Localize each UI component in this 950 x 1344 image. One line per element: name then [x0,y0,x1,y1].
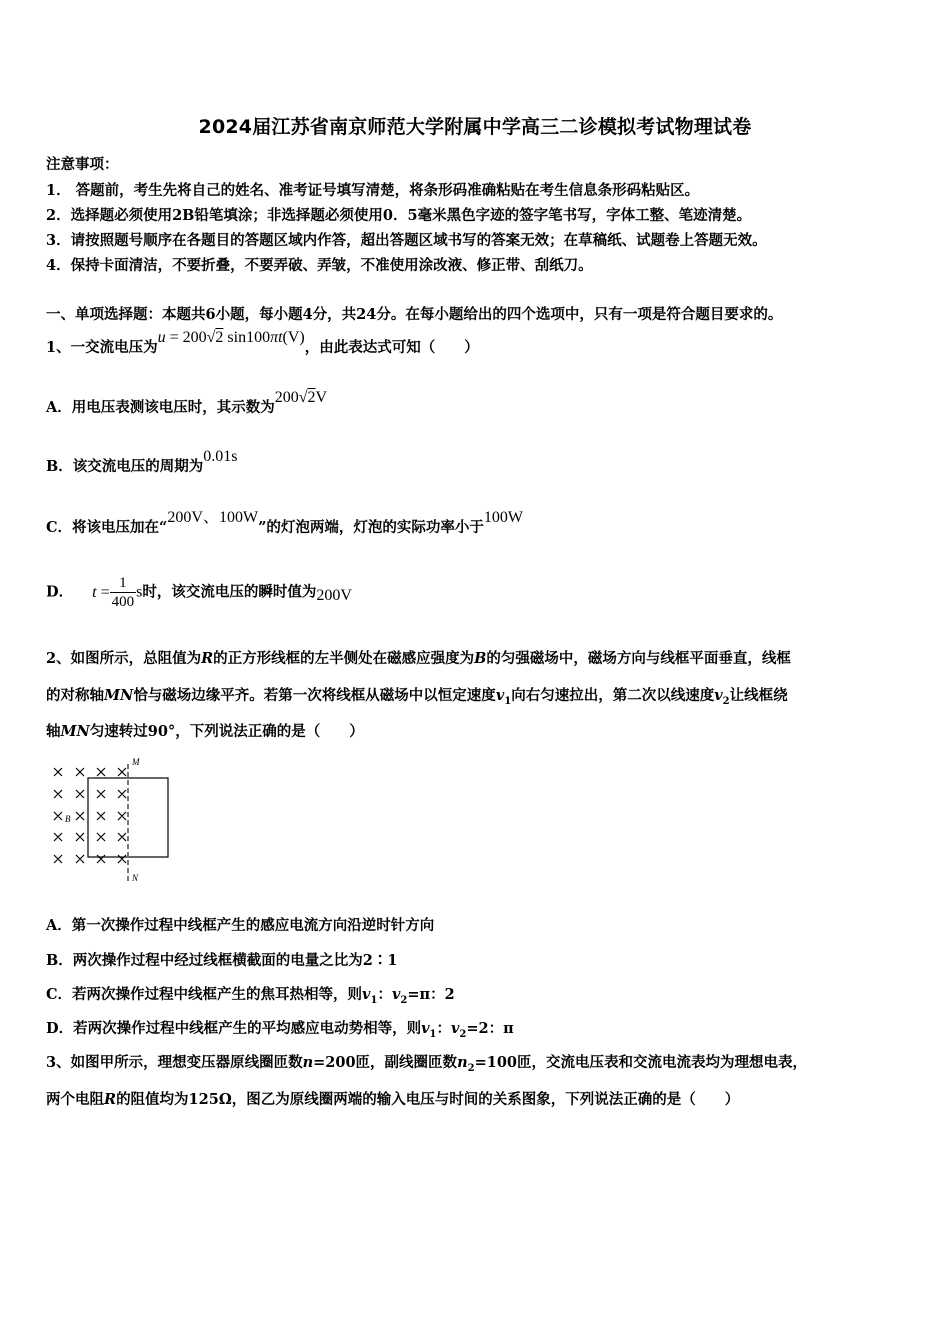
q2-option-d: D．若两次操作过程中线框产生的平均感应电动势相等，则$v_1$：$v_2=2$：π [46,1020,514,1040]
q2-option-c: C．若两次操作过程中线框产生的焦耳热相等，则$v_1$：$v_2=\pi$：2 [46,986,455,1006]
q1-c-value2: 100W [483,509,524,526]
q2-stem-line3: 轴MN匀速转过90°，下列说法正确的是（ ） [46,723,364,740]
q1-d-fraction: $\frac{1}{400}$ [111,575,135,610]
section-heading: 一、单项选择题：本题共6小题，每小题4分，共24分。在每小题给出的四个选项中，只有一项是符合题目要求的。 [46,306,783,323]
q1-option-d: D． t = $\frac{1}{400}$ s时，该交流电压的瞬时值为200V [46,575,352,610]
q2-stem-line2: 的对称轴MN恰与磁场边缘平齐。若第一次将线框从磁场中以恒定速度$v_1$向右匀速拉出，第二次以线速度$v_2$让线框绕 [46,687,788,707]
label-b: B [65,814,71,824]
label-m: M [132,758,140,767]
label-n: N [132,873,139,883]
note-item: 1． 答题前，考生先将自己的姓名、准考证号填写清楚，将条形码准确粘贴在考生信息条形码粘贴区。 [46,182,700,199]
q1-stem [46,329,479,357]
q1-prefix: 1、一交流电压为 [46,339,158,356]
q1-option-b: B．该交流电压的周期为0.01s [46,448,238,475]
q1-b-value: 0.01s [203,448,238,465]
q1-option-a: A．用电压表测该电压时，其示数为200√2V [46,389,328,416]
q2-stem-line1: 2、如图所示，总阻值为R的正方形线框的左半侧处在磁感应强度为B的匀强磁场中，磁场方向与线框平面垂直，线框 [46,650,791,667]
note-item: 4．保持卡面清洁，不要折叠，不要弄破、弄皱，不准使用涂改液、修正带、刮纸刀。 [46,257,593,274]
q2-option-a: A．第一次操作过程中线框产生的感应电流方向沿逆时针方向 [46,917,435,934]
q1-option-c: C．将该电压加在“200V、100W”的灯泡两端，灯泡的实际功率小于100W [46,509,524,536]
q3-stem-line1: 3、如图甲所示，理想变压器原线圈匝数n=200匝，副线圈匝数$n_2=100$匝，交流电压表和交流电流表均为理想电表， [46,1054,807,1074]
note-item: 2．选择题必须使用2B铅笔填涂；非选择题必须使用0．5毫米黑色字迹的签字笔书写，字体工整、笔迹清楚。 [46,207,752,224]
q1-d-value: 200V [316,586,352,604]
q2-option-b: B．两次操作过程中经过线框横截面的电量之比为2∶1 [46,952,398,969]
q1-suffix: ，由此表达式可知（ ） [304,339,479,356]
page-title: 2024届江苏省南京师范大学附属中学高三二诊模拟考试物理试卷 [198,116,752,138]
note-item: 3．请按照题号顺序在各题目的答题区域内作答，超出答题区域书写的答案无效；在草稿纸、试题卷上答题无效。 [46,232,767,249]
q1-c-value1: 200V、100W [167,509,259,526]
q2-figure [46,758,176,886]
q3-stem-line2: 两个电阻R的阻值均为125Ω，图乙为原线圈两端的输入电压与时间的关系图象，下列说法正确的是（ ） [46,1091,740,1108]
q1-a-value: 200√2V [274,389,328,406]
q1-formula: u = 200√2 sin100πt(V) [157,329,305,346]
q1-d-formula: t = [92,583,110,601]
notes-heading: 注意事项： [46,156,119,173]
